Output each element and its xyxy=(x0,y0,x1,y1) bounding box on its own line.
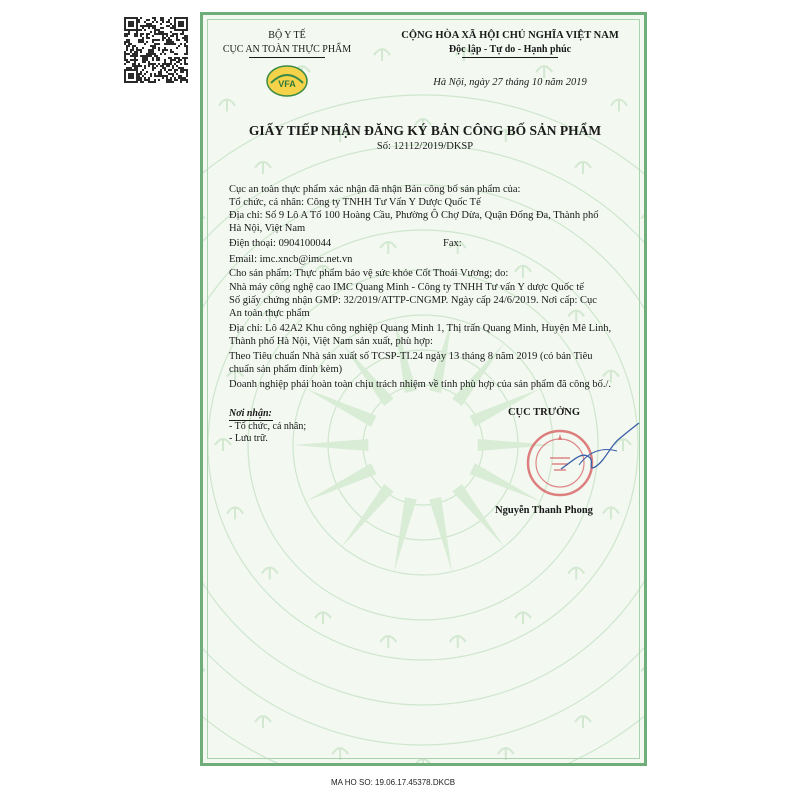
recipients-title: Nơi nhận: xyxy=(229,408,272,419)
signer-name: Nguyễn Thanh Phong xyxy=(495,505,593,516)
body-line: Thành phố Hà Nội, Việt Nam sản xuất, phù hợp: xyxy=(229,336,433,347)
vfa-logo-icon xyxy=(265,63,309,99)
document-code: MA HO SO: 19.06.17.45378.DKCB xyxy=(331,778,456,787)
issue-date: Hà Nội, ngày 27 tháng 10 năm 2019 xyxy=(433,77,587,88)
body-line: Doanh nghiệp phải hoàn toàn chịu trách nhiệm về tính phù hợp của sản phẩm đã công bố./. xyxy=(229,379,611,390)
logo-text: VFA xyxy=(278,79,296,89)
body-line: Cục an toàn thực phẩm xác nhận đã nhận Bản công bố sản phẩm của: xyxy=(229,184,521,195)
body-line: Nhà máy công nghệ cao IMC Quang Minh - Công ty TNHH Tư vấn Y dược Quốc tế xyxy=(229,282,584,293)
body-line: Email: imc.xncb@imc.net.vn xyxy=(229,254,353,265)
body-line: Hà Nội, Việt Nam xyxy=(229,223,306,234)
fax-label: Fax: xyxy=(443,238,462,249)
agency-underline xyxy=(249,57,325,58)
handwritten-signature-icon xyxy=(559,421,641,479)
body-line: Địa chỉ: Lô 42A2 Khu công nghiệp Quang Minh 1, Thị trấn Quang Minh, Huyện Mê Linh, xyxy=(229,323,612,334)
recipient-item: - Lưu trữ. xyxy=(229,433,268,444)
qr-code xyxy=(124,17,188,83)
document-title: GIẤY TIẾP NHẬN ĐĂNG KÝ BẢN CÔNG BỐ SẢN PHẨM xyxy=(248,123,602,138)
body-line: Cho sản phẩm: Thực phẩm bảo vệ sức khỏe Cốt Thoái Vương; do: xyxy=(229,268,509,279)
recipient-item: - Tổ chức, cá nhân; xyxy=(229,421,307,432)
signer-position: CỤC TRƯỞNG xyxy=(507,407,581,418)
body-line: Điện thoại: 0904100044 xyxy=(229,238,332,249)
country-name: CỘNG HÒA XÃ HỘI CHỦ NGHĨA VIỆT NAM xyxy=(401,30,619,41)
motto-underline xyxy=(462,57,558,58)
body-line: chuẩn sản phẩm đính kèm) xyxy=(229,364,343,375)
body-line: Số giấy chứng nhận GMP: 32/2019/ATTP-CNGMP. Ngày cấp 24/6/2019. Nơi cấp: Cục xyxy=(229,295,597,306)
agency-name: CỤC AN TOÀN THỰC PHẨM xyxy=(222,44,352,55)
body-line: Tổ chức, cá nhân: Công ty TNHH Tư Vấn Y Dược Quốc Tế xyxy=(229,197,481,208)
body-line: An toàn thực phẩm xyxy=(229,308,310,319)
body-line: Theo Tiêu chuẩn Nhà sản xuất số TCSP-TI.24 ngày 13 tháng 8 năm 2019 (có bản Tiêu xyxy=(229,351,593,362)
body-line: Địa chỉ: Số 9 Lô A Tổ 100 Hoàng Cầu, Phường Ô Chợ Dừa, Quận Đống Đa, Thành phố xyxy=(229,210,599,221)
document-number: Số: 12112/2019/DKSP xyxy=(376,141,474,152)
certificate-document xyxy=(200,12,647,766)
ministry-name: BỘ Y TẾ xyxy=(268,30,306,41)
national-motto: Độc lập - Tự do - Hạnh phúc xyxy=(448,44,572,55)
